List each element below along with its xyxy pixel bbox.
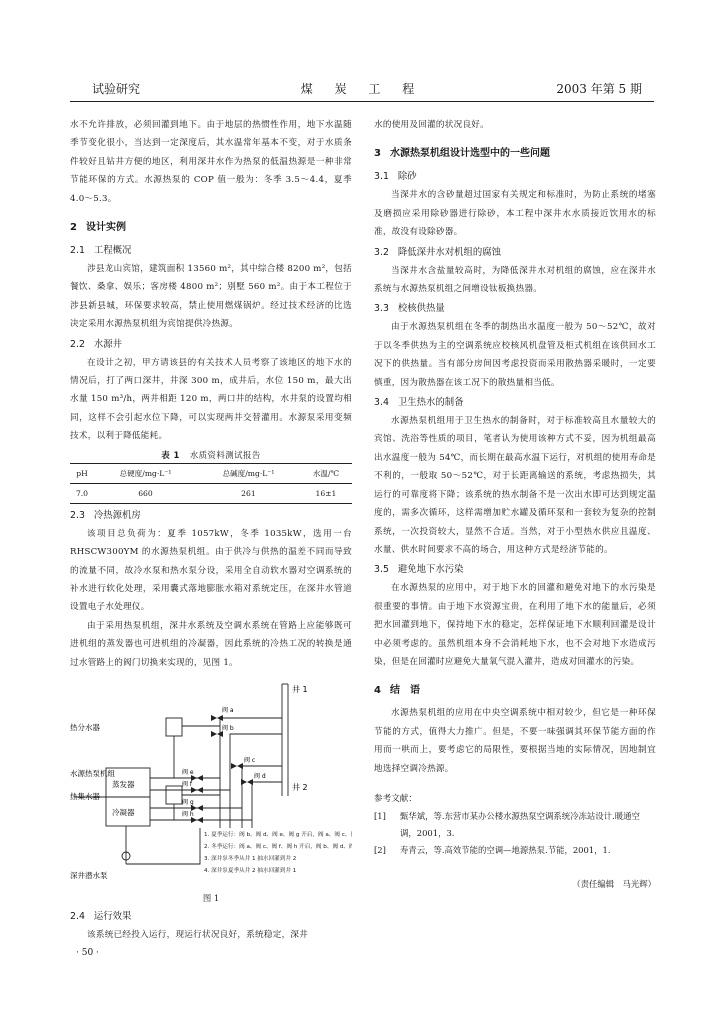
section-number: 3.4 [374, 397, 389, 409]
section-2-heading [70, 217, 352, 239]
paragraph-2-3a: 该项目总负荷为：夏季 1057kW，冬季 1035kW，选用一台 RHSCW300YM 的水源热泵机组。由于供冷与供热的温差不同而导致的流量不同，故冷水泵和热水泵分设，采用全自动软水器对空调系统的补水进行软化处理，采用囊式落地膨胀水箱对系统定压，在深井水管道设置电子水处理仪。 [70, 528, 352, 613]
hot-distributor-label: 热分水器 [70, 722, 100, 732]
running-header [70, 80, 654, 102]
section-title: 避免地下水污染 [397, 564, 464, 576]
reference-number: [1] [374, 810, 386, 821]
section-number: 2.1 [70, 245, 85, 257]
reference-item [374, 808, 656, 842]
unit-label: 水源热泵机组 [70, 768, 115, 778]
valve-g-label: 阀 g [182, 798, 194, 806]
section-title: 冷热源机房 [93, 509, 141, 521]
well-1-label: 井 1 [292, 684, 308, 694]
paragraph-2-2: 在设计之初，甲方请该县的有关技术人员考察了该地区的地下水的情况后，打了两口深井，井深 300 m，成井后，水位 150 m，最大出水量 150 m³/h，两井相距 120 m，两口井的结构，水井泵的设置均相同，这样不会引起水位下降，可以实现两井交替灌用。水源泵采用变频技术，以利于降低能耗。 [70, 357, 352, 442]
section-2-4-heading [70, 907, 352, 926]
section-3-5-heading [374, 560, 656, 579]
table-row [70, 483, 352, 503]
figure-note: 1. 夏季运行：阀 b、阀 d、阀 e、阀 g 开启，阀 a、阀 c、 [204, 831, 351, 838]
right-column [374, 116, 656, 893]
section-title: 卫生热水的制备 [397, 397, 464, 409]
section-title: 工程概况 [93, 245, 132, 257]
paragraph-3-3: 由于水源热泵机组在冬季的制热出水温度一般为 50～52℃，故对于以冬季供热为主的空调系统应校核风机盘管及柜式机组在该供回水工况下的供热量。当有部分房间因考虑投资而采用散热器采暖时，一定要慎重，因为散热器在该工况下的散热量相当低。 [374, 322, 656, 388]
continued-paragraph: 水的使用及回灌的状况良好。 [374, 120, 489, 130]
well-2-label: 井 2 [292, 782, 308, 792]
section-number: 4 [374, 685, 381, 697]
table-cell: 16±1 [315, 488, 337, 498]
references-heading: 参考文献： [374, 793, 417, 804]
paragraph-3-1: 当深井水的含砂量超过国家有关规定和标准时，为防止系统的堵塞及磨损应采用除砂器进行除砂，本工程中深井水水质接近饮用水的标准，故没有设除砂器。 [374, 190, 656, 238]
table-cell: 7.0 [75, 488, 89, 498]
well-pump-label: 深井潜水泵 [70, 870, 108, 880]
header-section: 试验研究 [92, 82, 141, 96]
figure-1-schematic [70, 678, 352, 892]
section-title: 水源井 [93, 338, 123, 350]
table-header-row [70, 463, 352, 483]
section-number: 2.3 [70, 509, 85, 521]
section-title: 除砂 [397, 171, 417, 183]
condenser-label: 冷凝器 [112, 807, 135, 817]
table-header-cell: 水温/℃ [312, 468, 340, 478]
section-number: 3 [374, 148, 381, 160]
valve-f-label: 阀 f [182, 780, 193, 788]
reference-text: 寿青云，等.高效节能的空调—地源热泵.节能，2001，1. [400, 844, 611, 855]
paragraph-3-2: 当深井水含盐量较高时，为降低深井水对机组的腐蚀，应在深井水系统与水源热泵机组之间增设钛板换热器。 [374, 265, 656, 295]
hot-collector-label: 热集水器 [70, 791, 100, 801]
header-issue: 2003 年第 5 期 [556, 82, 642, 96]
valve-d-label: 阀 d [254, 772, 266, 780]
section-3-1-heading [374, 167, 656, 186]
figure-1-caption: 图 1 [202, 892, 220, 903]
section-number: 3.1 [374, 171, 389, 183]
section-number: 2.2 [70, 338, 85, 350]
table-label: 表 1 [161, 449, 180, 460]
section-number: 2.4 [70, 910, 85, 922]
reference-text: 甄华斌，等.东营市某办公楼水源热泵空调系统冷冻站设计.暖通空调，2001，3. [400, 810, 640, 838]
evaporator-label: 蒸发器 [112, 779, 135, 789]
valve-e-label: 阀 e [182, 768, 194, 776]
table-header-cell: 总硬度/mg·L⁻¹ [119, 468, 172, 478]
table-cell: 261 [241, 488, 256, 498]
figure-note: 3. 深井泵冬季从井 1 抽水回灌到井 2 [204, 855, 297, 862]
water-quality-table [70, 463, 352, 504]
section-title: 水源热泵机组设计选型中的一些问题 [389, 148, 550, 160]
paragraph-3-4: 水源热泵机组用于卫生热水的制备时，对于标准较高且水量较大的宾馆、洗浴等性质的项目，笔者认为使用该种方式不妥，因为机组最高出水温度一般为 54℃，而长期在最高水温下运行，对机组的使用寿命是不利的，一般取 50～52℃，对于长距离输送的系统，考虑热损失，其运行的可靠度将下降；该系统的热水制备不是一次出水即可达到规定温度的，需多次循环，这样需增加贮水罐及循环泵和一套较为复杂的控制系统，一次投资较大，显然不合适。当然，对于小型热水供应且温度、水量、供水时间要求不高的场合，用这种方式是经济节能的。 [374, 416, 656, 555]
section-2-1-heading [70, 241, 352, 260]
section-2-2-heading [70, 335, 352, 354]
valve-h-label: 阀 h [182, 810, 194, 818]
section-3-2-heading [374, 243, 656, 262]
figure-note: 2. 冬季运行：阀 a、阀 c、阀 f、阀 h 开启，阀 b、阀 d、阀 [204, 843, 352, 850]
table-header-cell: 总碱度/mg·L⁻¹ [222, 468, 275, 478]
section-title: 降低深井水对机组的腐蚀 [397, 246, 502, 258]
table-cell: 660 [138, 488, 153, 498]
table-1-caption [70, 447, 352, 463]
page-number: · 50 · [76, 948, 99, 959]
section-title: 结 语 [389, 685, 420, 697]
section-title: 校核供热量 [397, 303, 445, 315]
intro-paragraph: 水不允许排放，必须回灌到地下。由于地层的热惯性作用，地下水温随季节变化很小，当达到一定深度后，其水温常年基本不变，对于水质条件较好且钻井方便的地区，利用深井水作为热泵的低温热源是一种非常节能环保的方式。水源热泵的 COP 值一般为：冬季 3.5～4.4，夏季 4.0～5.3。 [70, 120, 352, 204]
header-rule [70, 101, 654, 102]
table-header-cell: pH [76, 468, 88, 478]
left-column [70, 116, 352, 962]
reference-item [374, 842, 656, 859]
section-number: 3.5 [374, 564, 389, 576]
section-3-3-heading [374, 299, 656, 318]
section-3-4-heading [374, 393, 656, 412]
reference-number: [2] [374, 844, 386, 855]
paragraph-2-4: 该系统已经投入运行，现运行状况良好，系统稳定，深井 [87, 929, 309, 940]
responsible-editor: （责任编辑 马光辉） [572, 878, 656, 889]
section-2-3-heading [70, 506, 352, 525]
paragraph-2-3b: 由于采用热泵机组，深井水系统及空调水系统在管路上应能够既可进机组的蒸发器也可进机组的冷凝器，因此系统的冷热工况的转换是通过水管路上的阀门切换来实现的，见图 1。 [70, 620, 352, 668]
paragraph-4: 水源热泵机组的应用在中央空调系统中相对较少，但它是一种环保节能的方式，值得大力推广。但是，不要一味强调其环保节能方面的作用而一哄而上，要考虑它的局限性，要根据当地的实际情况，因地制宜地选择空调冷热源。 [374, 708, 656, 774]
section-number: 2 [70, 222, 77, 234]
section-3-heading [374, 143, 656, 165]
paragraph-3-5: 在水源热泵的应用中，对于地下水的回灌和避免对地下的水污染是很重要的事情。由于地下水资源宝贵，在利用了地下水的能量后，必须把水回灌到地下，保持地下水的稳定，怎样保证地下水顺利回灌是设计中必须考虑的。虽然机组本身不会消耗地下水，也不会对地下水造成污染，但是在回灌时应避免大量氧气混入灌井，造成对回灌水的污染。 [374, 583, 656, 667]
header-journal: 煤 炭 工 程 [300, 82, 424, 96]
section-number: 3.2 [374, 246, 389, 258]
valve-b-label: 阀 b [222, 724, 234, 732]
figure-note: 4. 深井泵夏季从井 2 抽水回灌到井 1 [204, 867, 297, 874]
section-4-heading [374, 680, 656, 702]
paragraph-2-1: 涉县龙山宾馆，建筑面积 13560 m²，其中综合楼 8200 m²，包括餐饮、桑拿、娱乐；客房楼 4800 m²；别墅 560 m²。由于本工程位于涉县新县城，环保要求较高，禁止使用燃煤锅炉。经过技术经济的比选决定采用水源热泵机组为宾馆提供冷热源。 [70, 264, 352, 330]
valve-a-label: 阀 a [222, 706, 234, 714]
valve-c-label: 阀 c [244, 756, 256, 764]
section-number: 3.3 [374, 303, 389, 315]
piping-diagram [70, 678, 352, 892]
section-title: 运行效果 [93, 910, 132, 922]
section-title: 设计实例 [85, 222, 126, 234]
table-title: 水质资料测试报告 [189, 449, 261, 460]
